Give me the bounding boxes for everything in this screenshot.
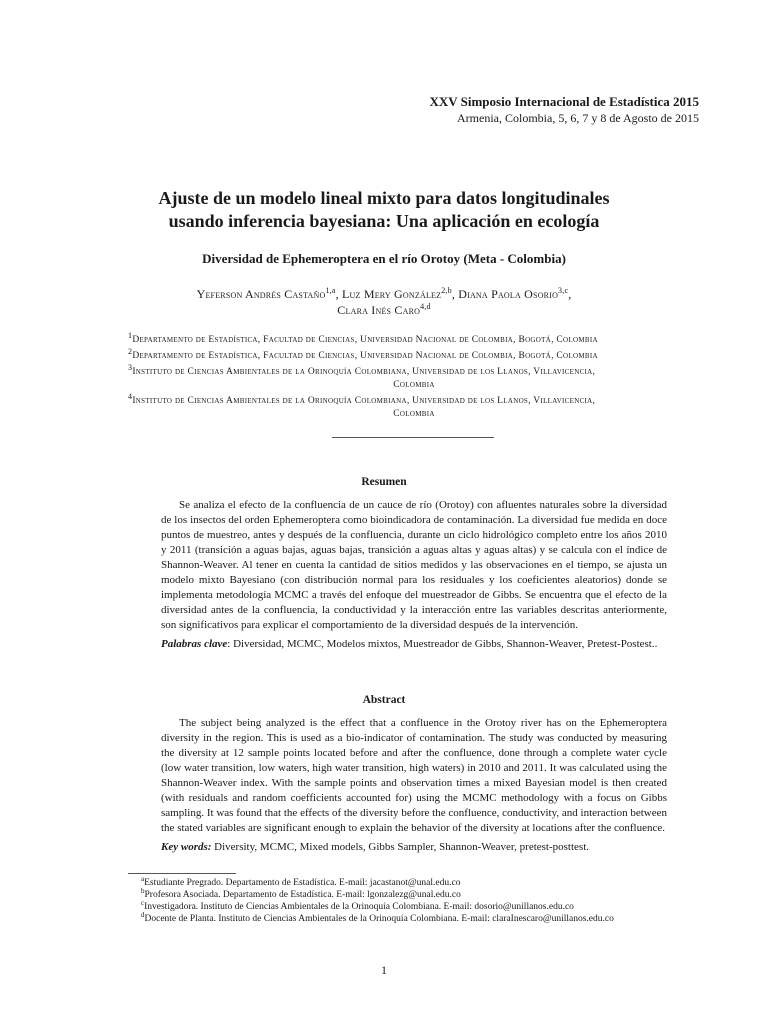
paper-title-line-1: Ajuste de un modelo lineal mixto para datos longitudinales bbox=[158, 188, 610, 208]
page-number: 1 bbox=[381, 963, 387, 977]
affiliation-number: 4 bbox=[128, 391, 133, 401]
abstract-keywords bbox=[161, 840, 667, 855]
footnote-text: Profesora Asociada. Departamento de Estadística. E-mail: lgonzalezg@unal.edu.co bbox=[144, 890, 461, 900]
author-affil-mark: 3,c bbox=[558, 286, 569, 295]
resumen-body: Se analiza el efecto de la confluencia de un cauce de río (Orotoy) con afluentes naturales sobre la diversidad de los insectos del orden Ephemeroptera como bioindicadora de contaminación. La diversidad fue medida en doce puntos de muestreo, antes y después de la confluencia, durante un ciclo hidrológico completo entre los años 2010 y 2011 (transición a aguas bajas, aguas bajas, transición a aguas altas y aguas altas) y se calcula con el índice de Shannon-Weaver. Al tener en cuenta la cantidad de sitios medidos y las observaciones en el tiempo, se ajusta un modelo mixto Bayesiano (con distribución normal para los residuales y los coeficientes aleatorios) donde se implementa metodología MCMC a través del enfoque del muestreador de Gibbs. Se encuentra que el efecto de la diversidad antes de la confluencia, la conductividad y la interacción entre las variables descritas anteriormente, son significativos para explicar el comportamiento de la diversidad después de la intervención. bbox=[161, 499, 667, 631]
affiliation-country: Colombia bbox=[393, 380, 435, 390]
conference-header bbox=[429, 93, 699, 126]
author-separator: , bbox=[568, 287, 572, 301]
paper-subtitle: Diversidad de Ephemeroptera en el río Orotoy (Meta - Colombia) bbox=[202, 251, 566, 266]
footnote-text: Docente de Planta. Instituto de Ciencias Ambientales de la Orinoquía Colombiana. E-mail: claraInescaro@unillanos.edu.co bbox=[144, 914, 614, 924]
affiliation-text: Departamento de Estadística, Facultad de Ciencias, Universidad Nacional de Colombia, Bogotá, Colombia bbox=[132, 335, 598, 345]
footnote-mark: b bbox=[141, 886, 145, 895]
affiliation-text: Instituto de Ciencias Ambientales de la Orinoquía Colombiana, Universidad de los Llanos, Villavicencia, bbox=[132, 367, 596, 377]
footnote-mark: c bbox=[141, 898, 145, 907]
author-affil-mark: 4,d bbox=[420, 302, 431, 311]
section-divider bbox=[332, 437, 494, 438]
affiliation-text: Departamento de Estadística, Facultad de Ciencias, Universidad Nacional de Colombia, Bogotá, Colombia bbox=[132, 351, 598, 361]
footnote-item bbox=[141, 886, 700, 901]
author-name: Luz Mery González bbox=[342, 287, 442, 301]
author-list bbox=[60, 286, 708, 318]
conference-place-date: Armenia, Colombia, 5, 6, 7 y 8 de Agosto de 2015 bbox=[457, 111, 699, 125]
affiliation-number: 3 bbox=[128, 362, 133, 372]
footnote-text: Investigadora. Instituto de Ciencias Ambientales de la Orinoquía Colombiana. E-mail: dosorio@unillanos.edu.co bbox=[144, 902, 574, 912]
resumen-heading: Resumen bbox=[361, 476, 407, 488]
affiliation-item bbox=[128, 391, 700, 421]
affiliation-list bbox=[128, 330, 700, 424]
author-line-2 bbox=[60, 302, 708, 318]
footnote-item bbox=[141, 874, 700, 889]
affiliation-item bbox=[128, 330, 700, 347]
affiliation-country: Colombia bbox=[393, 409, 435, 419]
footnote-mark: a bbox=[141, 874, 145, 883]
author-name: Yeferson Andrés Castaño bbox=[196, 287, 326, 301]
footnote-item bbox=[141, 910, 700, 925]
author-affil-mark: 1,a bbox=[325, 286, 336, 295]
author-name: Clara Inés Caro bbox=[337, 303, 421, 317]
conference-name: XXV Simposio Internacional de Estadística 2015 bbox=[429, 94, 699, 109]
author-separator: , bbox=[451, 287, 459, 301]
keywords-text: Diversity, MCMC, Mixed models, Gibbs Sampler, Shannon-Weaver, pretest-posttest. bbox=[211, 841, 590, 853]
author-separator: , bbox=[335, 287, 343, 301]
resumen-keywords bbox=[161, 637, 667, 652]
keywords-text: : Diversidad, MCMC, Modelos mixtos, Muestreador de Gibbs, Shannon-Weaver, Pretest-Postest.. bbox=[227, 638, 658, 650]
footnote-item bbox=[141, 898, 700, 913]
footnote-mark: d bbox=[141, 910, 145, 919]
resumen-block bbox=[161, 498, 667, 652]
abstract-body: The subject being analyzed is the effect that a confluence in the Orotoy river has on the Ephemeroptera diversity in the region. This is used as a bio-indicator of contamination. The study was conducted by measuring the diversity at 12 sample points located before and after the confluence, done through a complete water cycle (low water transition, low waters, high water transition, high waters) in 2010 and 2011. It was calculated using the Shannon-Weaver index. With the sample points and observation times a mixed Bayesian model is then created (with residuals and random coefficients accounted for) using the MCMC methodology with a focus on Gibbs sampling. It was found that the effects of the diversity before the confluence, conductivity, and interaction between the stated variables are significant enough to explain the behavior of the diversity at locations after the confluence. bbox=[161, 717, 667, 834]
abstract-block bbox=[161, 716, 667, 855]
paper-title-line-2: usando inferencia bayesiana: Una aplicación en ecología bbox=[168, 211, 600, 231]
keywords-label: Key words: bbox=[161, 841, 212, 853]
author-affil-mark: 2,b bbox=[441, 286, 452, 295]
affiliation-number: 1 bbox=[128, 330, 133, 340]
affiliation-number: 2 bbox=[128, 346, 133, 356]
keywords-label: Palabras clave bbox=[161, 638, 228, 650]
abstract-heading: Abstract bbox=[362, 694, 406, 706]
author-line-1 bbox=[60, 286, 708, 302]
footnote-list bbox=[141, 874, 700, 925]
affiliation-item bbox=[128, 346, 700, 363]
paper-title bbox=[60, 187, 708, 233]
affiliation-text: Instituto de Ciencias Ambientales de la Orinoquía Colombiana, Universidad de los Llanos, Villavicencia, bbox=[132, 396, 596, 406]
footnote-rule bbox=[128, 873, 236, 874]
affiliation-item bbox=[128, 362, 700, 392]
author-name: Diana Paola Osorio bbox=[458, 287, 559, 301]
footnote-text: Estudiante Pregrado. Departamento de Estadística. E-mail: jacastanot@unal.edu.co bbox=[144, 878, 461, 888]
